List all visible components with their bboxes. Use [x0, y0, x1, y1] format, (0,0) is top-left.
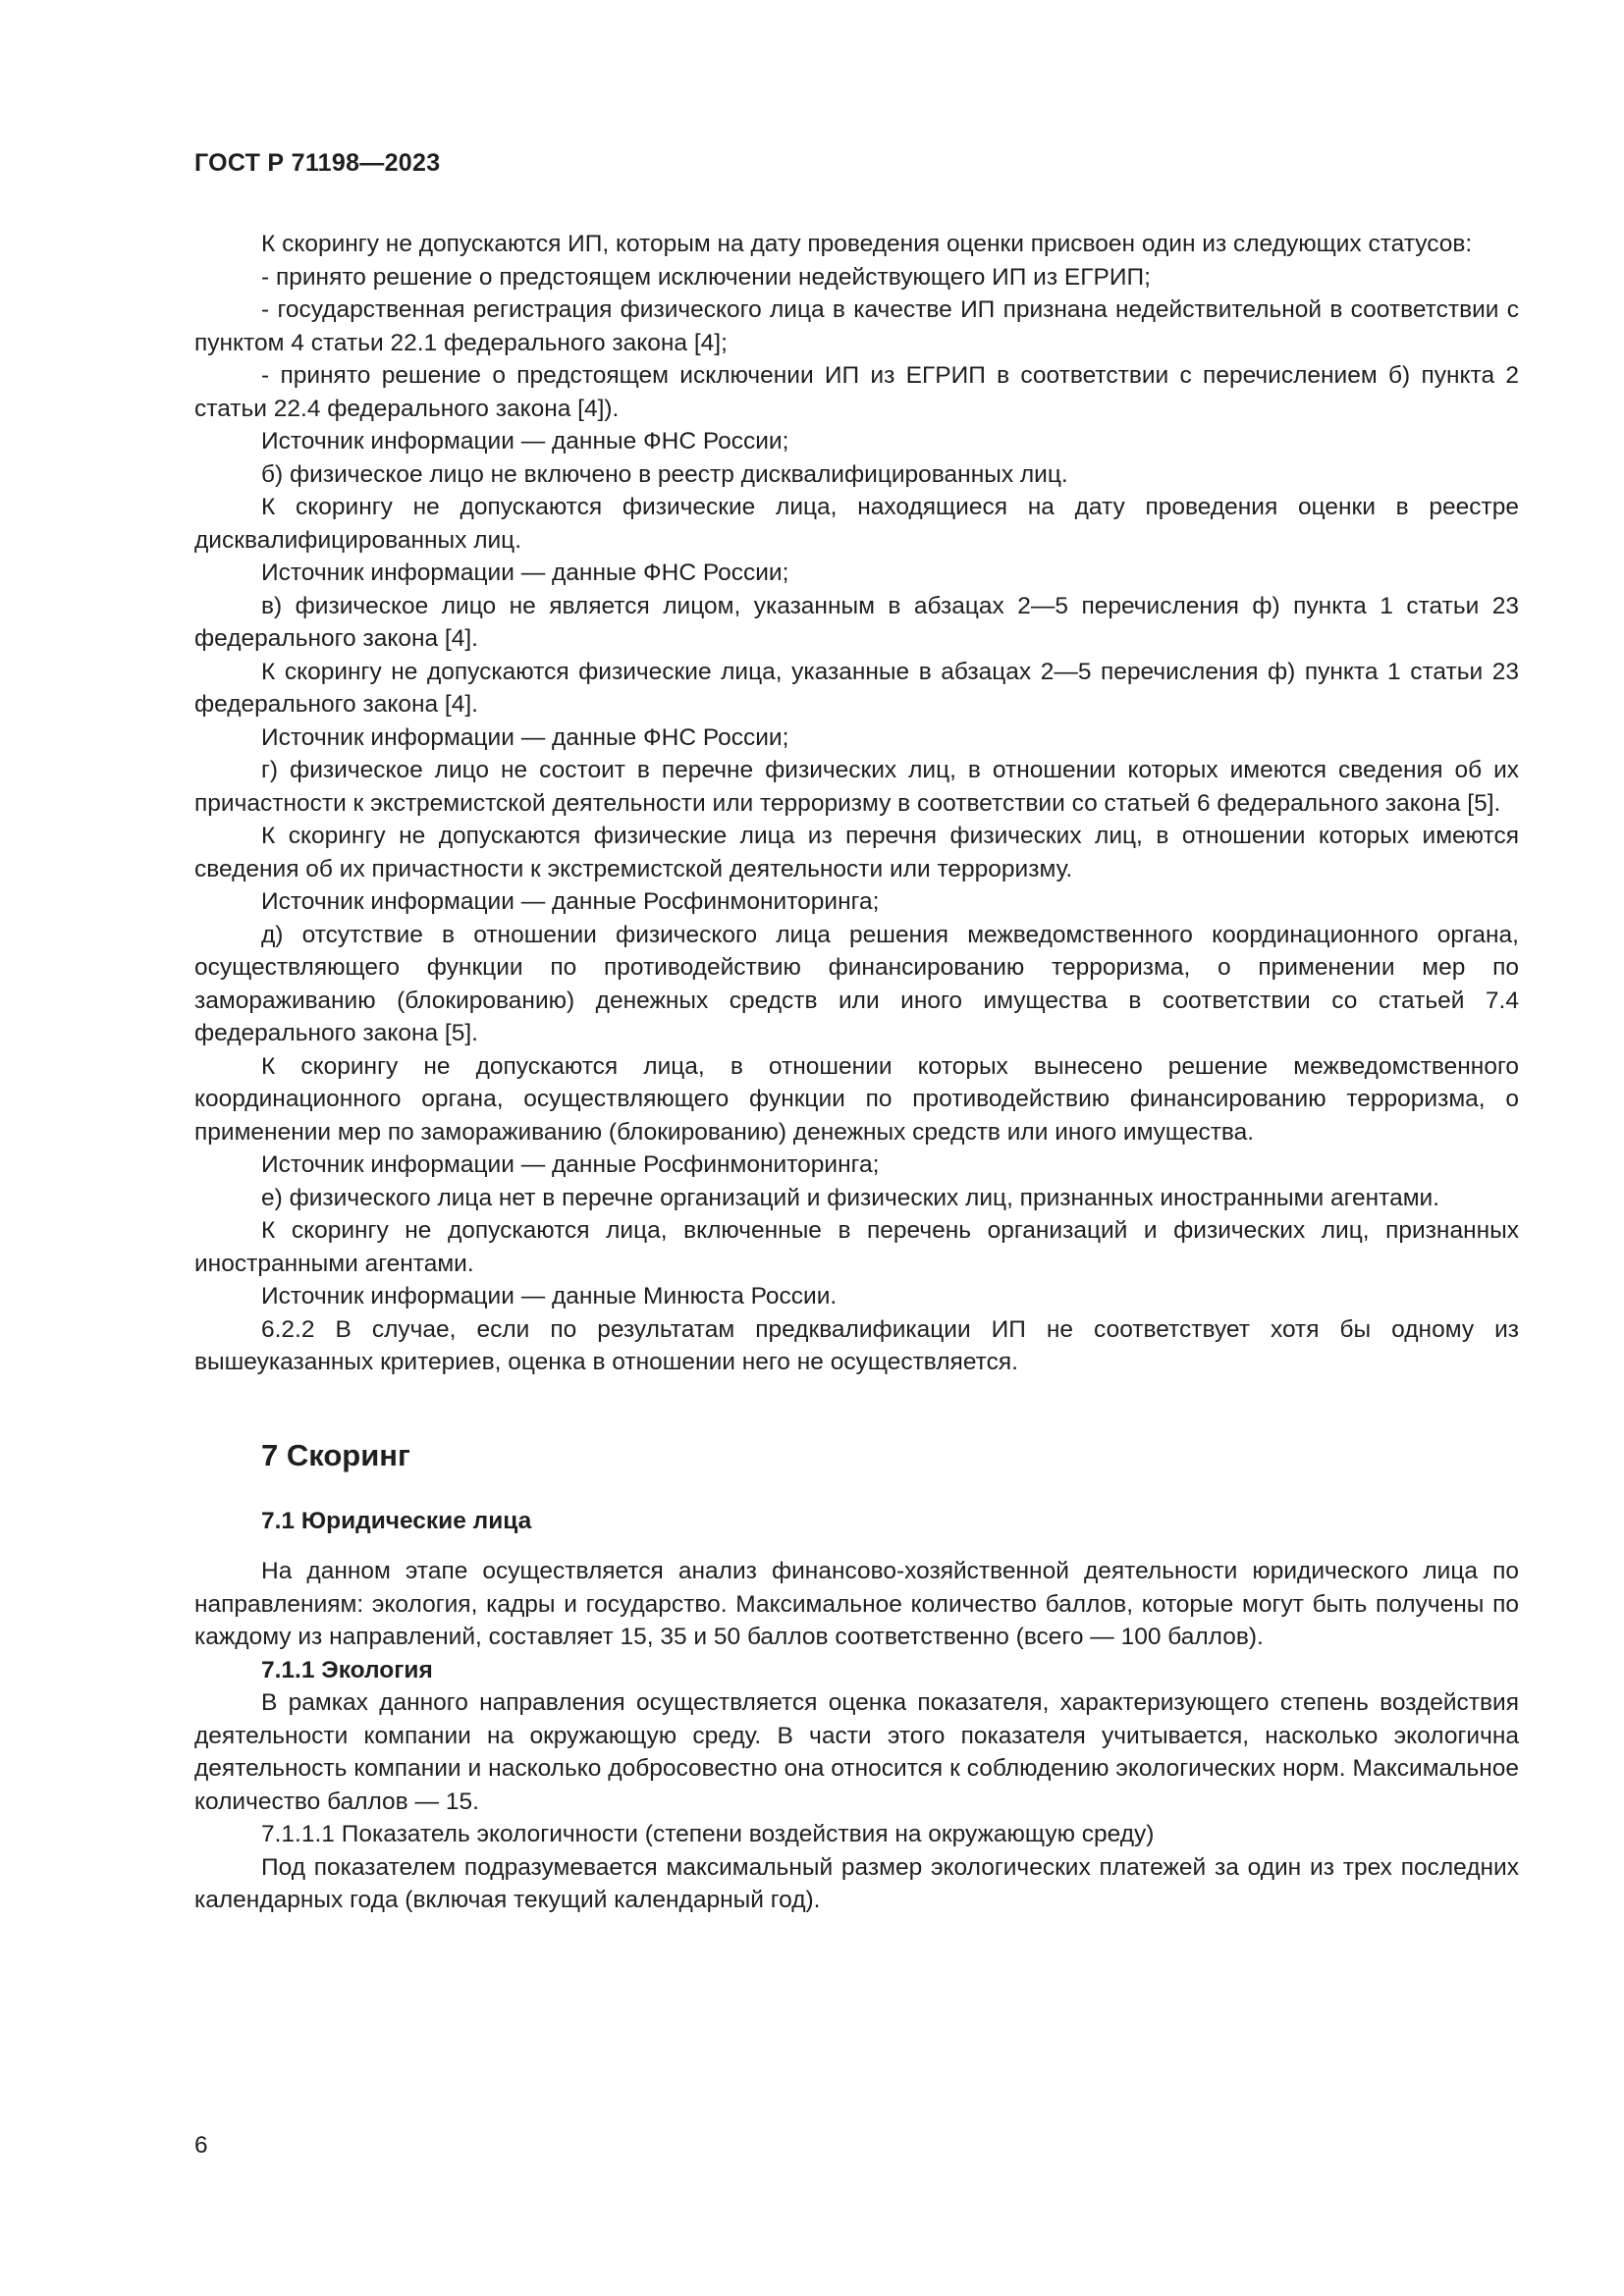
list-item: - принято решение о предстоящем исключении недействующего ИП из ЕГРИП;: [261, 263, 1151, 291]
criterion: е) физического лица нет в перечне организаций и физических лиц, признанных иностранными агентами.: [261, 1184, 1440, 1211]
list-item: - государственная регистрация физического лица в качестве ИП признана недействительной в соответствии с пунктом 4 статьи 22.1 федерального закона [4];: [194, 296, 1519, 356]
paragraph: На данном этапе осуществляется анализ финансово-хозяйственной деятельности юридического лица по направлениям: экология, кадры и государство. Максимальное количество баллов, которые могут быть получены по каждому из направлений, составляет 15, 35 и 50 баллов соответственно (всего — 100 баллов).: [194, 1558, 1519, 1650]
standard-code: ГОСТ Р 71198—2023: [194, 149, 441, 177]
paragraph: Под показателем подразумевается максимальный размер экологических платежей за один из трех последних календарных года (включая текущий календарный год).: [194, 1853, 1519, 1913]
source-note: Источник информации — данные ФНС России;: [261, 723, 789, 751]
paragraph: К скорингу не допускаются лица, включенные в перечень организаций и физических лиц, признанных иностранными агентами.: [194, 1217, 1519, 1277]
list-item: - принято решение о предстоящем исключении ИП из ЕГРИП в соответствии с перечислением б) пункта 2 статьи 22.4 федерального закона [4]).: [194, 362, 1519, 422]
criterion: в) физическое лицо не является лицом, указанным в абзацах 2—5 перечисления ф) пункта 1 статьи 23 федерального закона [4].: [194, 592, 1519, 652]
source-note: Источник информации — данные ФНС России;: [261, 560, 789, 586]
paragraph: В рамках данного направления осуществляется оценка показателя, характеризующего степень воздействия деятельности компании на окружающую среду. В части этого показателя учитывается, насколько экологична деятельность компании и насколько добросовестно она относится к соблюдению экологических норм. Максимальное количество баллов — 15.: [194, 1689, 1519, 1815]
paragraph: К скорингу не допускаются ИП, которым на дату проведения оценки присвоен один из следующих статусов:: [261, 231, 1473, 257]
document-body: [194, 228, 1519, 1917]
paragraph: К скорингу не допускаются физические лица из перечня физических лиц, в отношении которых имеются сведения об их причастности к экстремистской деятельности или терроризму.: [194, 823, 1519, 882]
section-heading: 7 Скоринг: [261, 1437, 410, 1472]
source-note: Источник информации — данные Минюста России.: [261, 1283, 838, 1309]
source-note: Источник информации — данные Росфинмониторинга;: [261, 1151, 880, 1178]
page-number: 6: [194, 2132, 208, 2159]
paragraph: 6.2.2 В случае, если по результатам предквалификации ИП не соответствует хотя бы одному из вышеуказанных критериев, оценка в отношении него не осуществляется.: [194, 1315, 1519, 1375]
source-note: Источник информации — данные ФНС России;: [261, 428, 789, 454]
criterion: б) физическое лицо не включено в реестр дисквалифицированных лиц.: [261, 460, 1068, 488]
item-heading: 7.1.1.1 Показатель экологичности (степени воздействия на окружающую среду): [261, 1821, 1155, 1847]
source-note: Источник информации — данные Росфинмониторинга;: [261, 888, 880, 915]
paragraph: К скорингу не допускаются физические лица, указанные в абзацах 2—5 перечисления ф) пункта 1 статьи 23 федерального закона [4].: [194, 658, 1519, 718]
paragraph: К скорингу не допускаются физические лица, находящиеся на дату проведения оценки в реестре дисквалифицированных лиц.: [194, 494, 1519, 554]
paragraph: К скорингу не допускаются лица, в отношении которых вынесено решение межведомственного координационного органа, осуществляющего функции по противодействию финансированию терроризма, о применении мер по замораживанию (блокированию) денежных средств или иного имущества.: [194, 1052, 1519, 1146]
criterion: д) отсутствие в отношении физического лица решения межведомственного координационного органа, осуществляющего функции по противодействию финансированию терроризма, о применении мер по замораживанию (блокированию) денежных средств или иного имущества в соответствии со статьей 7.4 федерального закона [5].: [194, 921, 1519, 1046]
subsubsection-heading: 7.1.1 Экология: [261, 1656, 433, 1683]
criterion: г) физическое лицо не состоит в перечне физических лиц, в отношении которых имеются сведения об их причастности к экстремистской деятельности или терроризму в соответствии со статьей 6 федерального закона [5].: [194, 757, 1519, 817]
subsection-heading: 7.1 Юридические лица: [261, 1507, 532, 1534]
